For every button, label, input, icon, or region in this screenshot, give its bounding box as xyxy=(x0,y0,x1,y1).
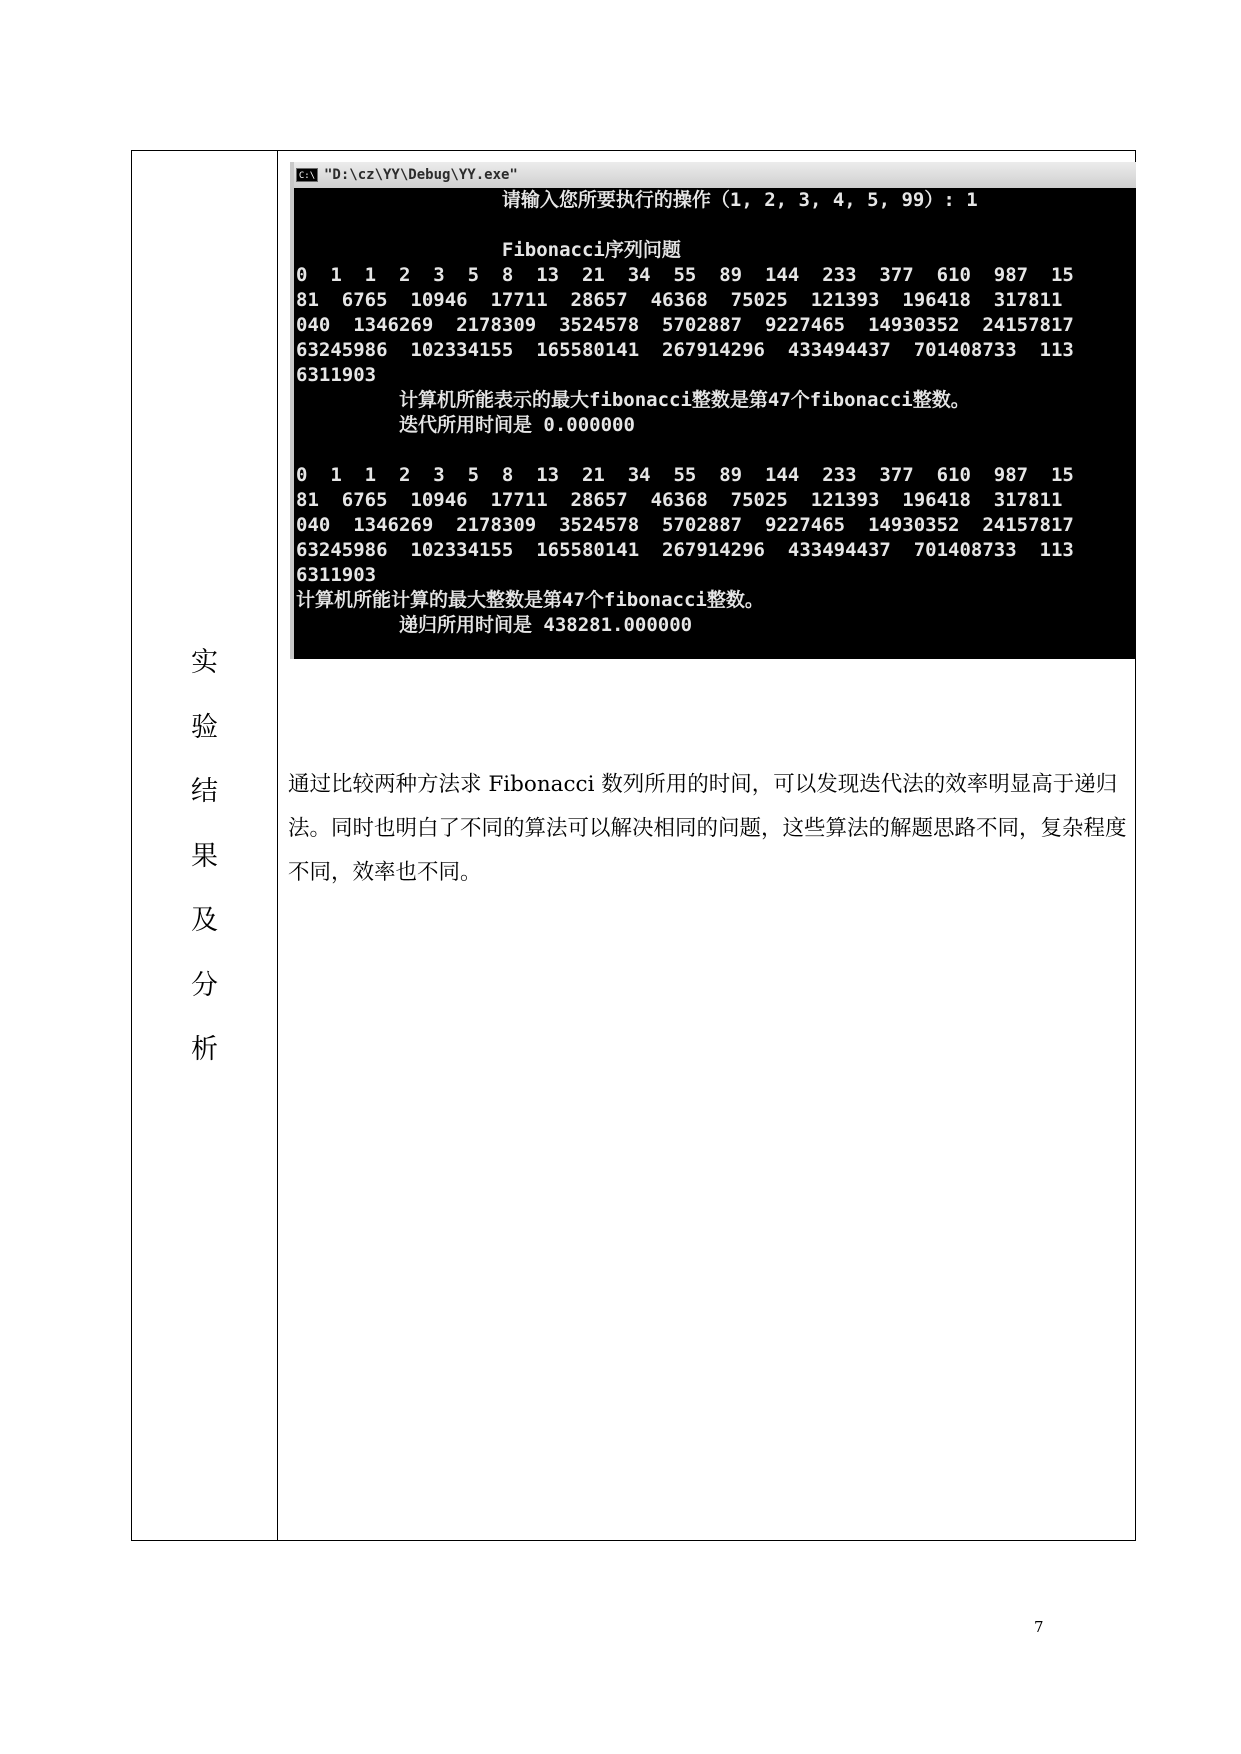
console-output xyxy=(294,188,1136,638)
console-screenshot xyxy=(290,162,1136,659)
console-line: 63245986 102334155 165580141 267914296 433494437 701408733 113 xyxy=(296,339,1074,361)
section-label-char: 果 xyxy=(191,840,218,872)
console-line: 请输入您所要执行的操作（1, 2, 3, 4, 5, 99）: 1 xyxy=(296,189,978,211)
console-line: 040 1346269 2178309 3524578 5702887 9227465 14930352 24157817 xyxy=(296,514,1074,536)
section-label-char: 析 xyxy=(191,1034,218,1065)
console-line: Fibonacci序列问题 xyxy=(296,239,681,261)
page-number: 7 xyxy=(1034,1618,1044,1636)
console-line: 0 1 1 2 3 5 8 13 21 34 55 89 144 233 377 610 987 15 xyxy=(296,464,1074,486)
console-line: 81 6765 10946 17711 28657 46368 75025 121393 196418 317811 xyxy=(296,489,1063,511)
console-titlebar xyxy=(294,162,1136,188)
section-label-char: 结 xyxy=(191,776,218,807)
section-label-char: 验 xyxy=(191,711,218,743)
console-line: 计算机所能计算的最大整数是第47个fibonacci整数。 xyxy=(296,589,764,611)
section-label-char: 及 xyxy=(191,905,218,936)
console-line: 0 1 1 2 3 5 8 13 21 34 55 89 144 233 377 610 987 15 xyxy=(296,264,1074,286)
console-line: 计算机所能表示的最大fibonacci整数是第47个fibonacci整数。 xyxy=(296,389,970,411)
analysis-text xyxy=(288,763,1132,895)
section-label-char: 实 xyxy=(191,647,218,678)
console-line: 递归所用时间是 438281.000000 xyxy=(296,614,693,636)
report-table xyxy=(131,150,1136,1541)
console-line: 6311903 xyxy=(296,564,377,586)
console-line: 81 6765 10946 17711 28657 46368 75025 121393 196418 317811 xyxy=(296,289,1063,311)
console-title: "D:\cz\YY\Debug\YY.exe" xyxy=(324,167,518,183)
cmd-window-icon: C:\ xyxy=(296,168,318,182)
console-line xyxy=(296,213,1136,238)
console-line: 040 1346269 2178309 3524578 5702887 9227465 14930352 24157817 xyxy=(296,314,1074,336)
console-line: 63245986 102334155 165580141 267914296 433494437 701408733 113 xyxy=(296,539,1074,561)
console-line xyxy=(296,438,1136,463)
console-line: 迭代所用时间是 0.000000 xyxy=(296,414,635,436)
column-divider xyxy=(277,151,278,1540)
section-label-char: 分 xyxy=(191,969,218,1001)
section-label xyxy=(132,631,277,1083)
analysis-paragraph: 通过比较两种方法求 Fibonacci 数列所用的时间，可以发现迭代法的效率明显高于递归法。同时也明白了不同的算法可以解决相同的问题，这些算法的解题思路不同，复杂程度不同，效率也不同。 xyxy=(288,772,1127,885)
console-line: 6311903 xyxy=(296,364,377,386)
